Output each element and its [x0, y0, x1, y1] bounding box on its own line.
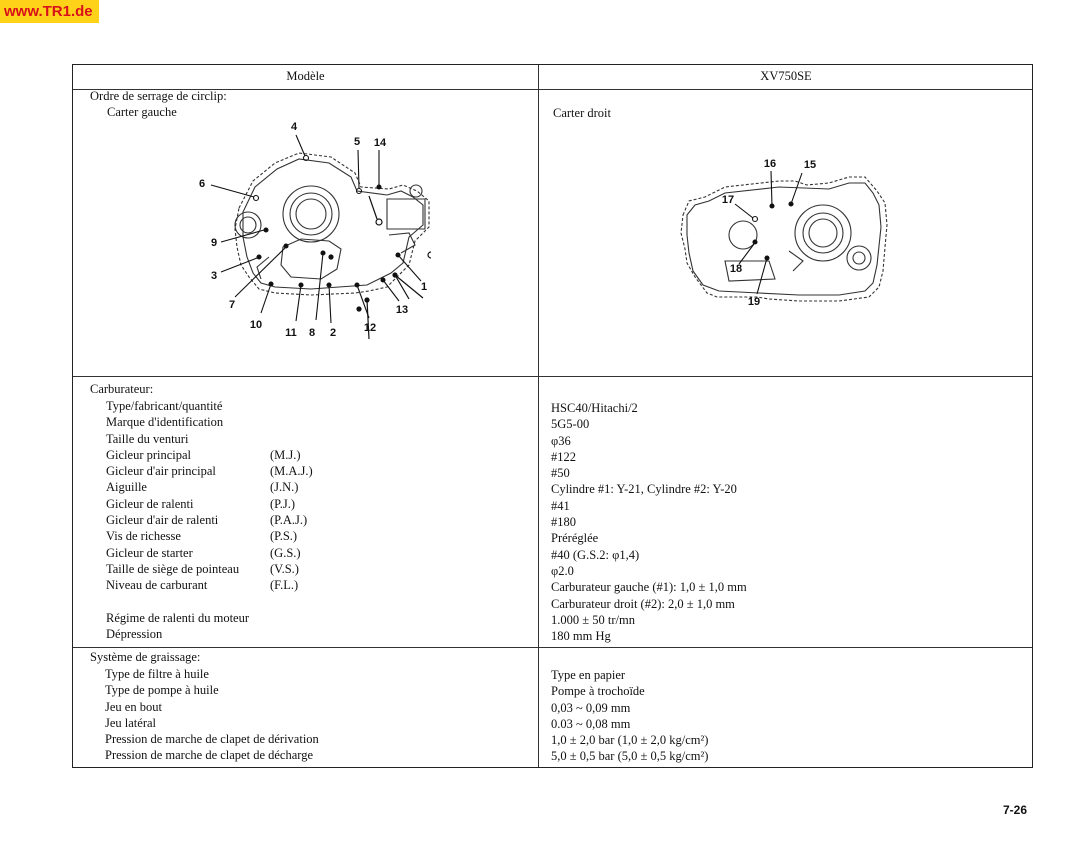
lube-spec-value: Pompe à trochoïde — [551, 684, 645, 699]
lube-value-list — [551, 667, 708, 765]
lube-label-list — [105, 666, 319, 764]
callout-7: 7 — [228, 299, 236, 311]
row-label: Taille de siège de pointeau — [106, 561, 240, 576]
right-crankcase-diagram — [539, 65, 1033, 385]
lube-spec-label — [105, 666, 319, 682]
row-abbreviation: (M.A.J.) — [270, 464, 313, 479]
carb-label-list — [106, 398, 313, 642]
callout-15: 15 — [803, 159, 817, 171]
carb-spec-value: Carburateur gauche (#1): 1,0 ± 1,0 mm — [551, 580, 747, 595]
carb-spec-label — [106, 496, 296, 512]
carb-spec-label — [106, 479, 299, 495]
callout-4: 4 — [290, 121, 298, 133]
carb-spec-label — [106, 594, 249, 610]
callout-11: 11 — [285, 327, 297, 339]
lube-title: Système de graissage: — [90, 650, 201, 664]
callout-9: 9 — [210, 237, 218, 249]
carb-spec-label — [106, 577, 299, 593]
lube-spec-label — [105, 747, 319, 763]
callout-3: 3 — [210, 270, 218, 282]
model-value: XV750SE — [760, 69, 812, 83]
row-abbreviation: (P.S.) — [270, 529, 298, 544]
section-divider-carb — [73, 647, 1032, 648]
callout-8: 8 — [308, 327, 316, 339]
carb-spec-value: #41 — [551, 498, 570, 513]
left-crankcase-label: Carter gauche — [107, 105, 177, 119]
row-label: Régime de ralenti du moteur — [106, 610, 250, 625]
lube-spec-label — [105, 715, 319, 731]
row-label: Marque d'identification — [106, 415, 224, 430]
row-abbreviation: (V.S.) — [270, 561, 299, 576]
row-abbreviation: (M.J.) — [270, 447, 301, 462]
callout-18: 18 — [729, 263, 743, 275]
callout-16: 16 — [763, 158, 777, 170]
left-callout-lines — [73, 65, 538, 385]
carb-spec-label — [106, 431, 249, 447]
lube-spec-label — [105, 731, 319, 747]
carb-spec-label — [106, 463, 313, 479]
carb-spec-label — [106, 528, 298, 544]
carb-spec-value: HSC40/Hitachi/2 — [551, 401, 638, 415]
row-label: Type/fabricant/quantité — [106, 399, 223, 413]
row-abbreviation: (J.N.) — [270, 480, 299, 495]
row-abbreviation: (F.L.) — [270, 578, 299, 593]
row-label: Gicleur de ralenti — [106, 496, 194, 511]
spec-table — [72, 64, 1033, 768]
callout-13: 13 — [395, 304, 409, 316]
carb-spec-value: 5G5-00 — [551, 417, 590, 432]
carb-spec-label — [106, 561, 299, 577]
page-number: 7-26 — [1002, 803, 1027, 817]
carb-spec-label — [106, 610, 249, 626]
carb-spec-label — [106, 398, 249, 414]
row-label: Taille du venturi — [106, 431, 189, 446]
carb-spec-value: 1.000 ± 50 tr/mn — [551, 612, 635, 627]
carb-spec-value: Cylindre #1: Y-21, Cylindre #2: Y-20 — [551, 482, 737, 497]
callout-17: 17 — [721, 194, 735, 206]
row-abbreviation: (P.A.J.) — [270, 513, 308, 528]
carb-spec-value: #122 — [551, 449, 576, 464]
carb-spec-label — [106, 512, 308, 528]
row-label: Type de filtre à huile — [105, 667, 209, 681]
callout-5: 5 — [353, 136, 361, 148]
circlip-title: Ordre de serrage de circlip: — [90, 89, 227, 103]
callout-12: 12 — [363, 322, 377, 334]
carb-title: Carburateur: — [90, 382, 154, 396]
row-label: Dépression — [106, 627, 163, 642]
lube-spec-label — [105, 699, 319, 715]
site-watermark: www.TR1.de — [0, 0, 99, 23]
carb-spec-value: #180 — [551, 515, 576, 530]
section-divider-circlip — [73, 376, 1032, 377]
callout-10: 10 — [249, 319, 263, 331]
lube-spec-value: 0,03 ~ 0,09 mm — [551, 700, 631, 715]
row-label: Pression de marche de clapet de décharge — [105, 748, 314, 763]
carb-spec-label — [106, 545, 301, 561]
lube-spec-value: Type en papier — [551, 668, 626, 682]
row-label: Type de pompe à huile — [105, 683, 219, 698]
row-abbreviation: (G.S.) — [270, 545, 301, 560]
callout-1: 1 — [420, 281, 428, 293]
row-abbreviation: (P.J.) — [270, 496, 296, 511]
lube-spec-value: 1,0 ± 2,0 bar (1,0 ± 2,0 kg/cm²) — [551, 733, 709, 748]
carb-spec-value: 180 mm Hg — [551, 629, 611, 644]
row-label: Jeu latéral — [105, 715, 157, 730]
row-label: Vis de richesse — [106, 529, 181, 544]
row-label: Gicleur d'air principal — [106, 464, 216, 479]
carb-spec-value: Préréglée — [551, 531, 599, 546]
row-label: Niveau de carburant — [106, 578, 208, 593]
row-label: Gicleur de starter — [106, 545, 193, 560]
row-label: Gicleur d'air de ralenti — [106, 513, 219, 528]
carb-value-list — [551, 400, 747, 644]
carb-spec-label — [106, 626, 249, 642]
carb-spec-value: #40 (G.S.2: φ1,4) — [551, 547, 640, 562]
right-crankcase-label: Carter droit — [553, 106, 611, 120]
row-label: Pression de marche de clapet de dérivation — [105, 732, 319, 747]
callout-6: 6 — [198, 178, 206, 190]
row-label: Aiguille — [106, 480, 147, 495]
carb-spec-value: Carburateur droit (#2): 2,0 ± 1,0 mm — [551, 596, 735, 611]
carb-spec-label — [106, 447, 301, 463]
callout-2: 2 — [329, 327, 337, 339]
lube-spec-label — [105, 682, 319, 698]
carb-spec-value: φ2.0 — [551, 563, 574, 578]
row-label: Gicleur principal — [106, 447, 192, 462]
lube-spec-value: 0.03 ~ 0,08 mm — [551, 716, 631, 731]
callout-14: 14 — [373, 137, 387, 149]
carb-spec-value: #50 — [551, 466, 570, 481]
model-label: Modèle — [286, 69, 325, 83]
lube-spec-value: 5,0 ± 0,5 bar (5,0 ± 0,5 kg/cm²) — [551, 749, 709, 764]
row-label: Jeu en bout — [105, 699, 162, 714]
callout-19: 19 — [747, 296, 761, 308]
carb-spec-value: φ36 — [551, 433, 571, 448]
carb-spec-label — [106, 414, 249, 430]
